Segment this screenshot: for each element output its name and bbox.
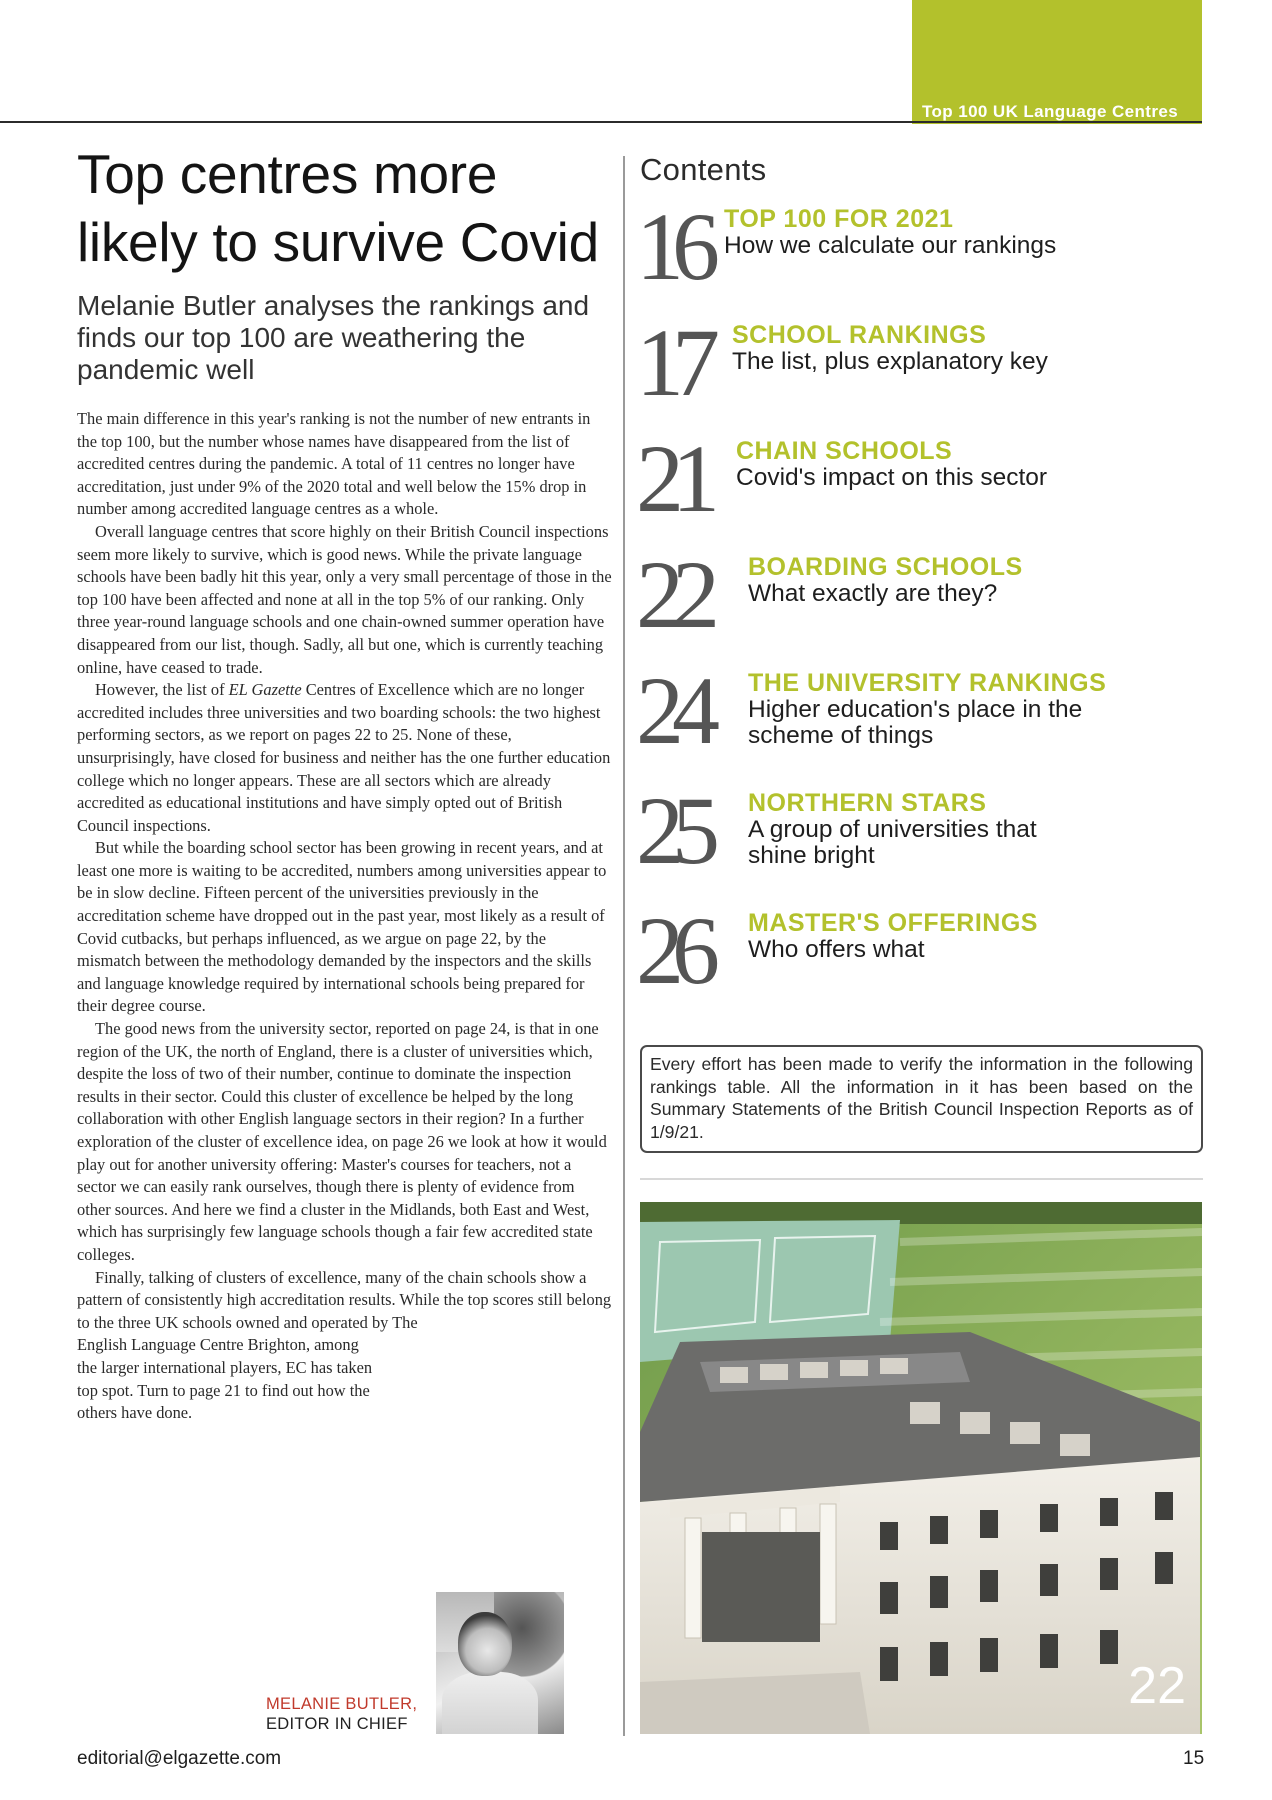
toc-description: scheme of things (748, 722, 934, 749)
toc-page-number: 26 (636, 897, 708, 1004)
article-body (77, 408, 612, 1425)
body-paragraph: But while the boarding school sector has been growing in recent years, and at least one more is waiting to be accredited, numbers among universities appear to be in slow decline. Fifteen percent of the universities previously in the accreditation scheme have dropped out in the past year, most likely as a result of Covid cutbacks, but perhaps influenced, as we argue on page 22, by the mismatch between the methodology demanded by the inspectors and the skills and language knowledge required by international schools being prepared for their degree course. (77, 838, 607, 1016)
toc-page-number: 17 (636, 309, 708, 416)
byline (266, 1694, 417, 1734)
disclaimer-box: Every effort has been made to verify the information in the following rankings table. All the information in it has been based on the Summary Statements of the British Council Inspection Reports as of 1/9/21. (640, 1045, 1203, 1153)
article (77, 140, 612, 1740)
toc-description: The list, plus explanatory key (732, 348, 1048, 375)
toc-title: TOP 100 FOR 2021 (724, 205, 954, 233)
paragraph-text: Centres of Excellence which are no longer accredited includes three universities and two boarding schools: the two highest performing sectors, as we report on pages 22 to 25. None of these, unsurprisingly, have closed for business and neither has the one further education college which no longer appears. These are all sectors which are already accredited as educational institutions and have simply opted out of British Council inspections. (77, 680, 611, 835)
publication-name: EL Gazette (228, 680, 302, 700)
paragraph-text: However, the list of (95, 680, 229, 700)
body-paragraph: The main difference in this year's ranking is not the number of new entrants in the top 100, but the number whose names have disappeared from the list of accredited centres during the pandemic. A total of 11 centres no longer have accreditation, just under 9% of the 2020 total and well below the 15% drop in number among accredited language centres as a whole. (77, 409, 591, 519)
toc-description: Higher education's place in the (748, 696, 1083, 723)
body-paragraph: English Language Centre Brighton, among the larger international players, EC has taken top spot. Turn to page 21 to find out how the others have done. (77, 1335, 373, 1423)
toc-description: shine bright (748, 842, 875, 869)
toc-page-number: 16 (636, 193, 708, 300)
author-role: EDITOR IN CHIEF (266, 1715, 408, 1733)
toc-page-number: 25 (636, 777, 708, 884)
body-paragraph: Overall language centres that score highly on their British Council inspections seem more likely to survive, which is good news. While the private language schools have been badly hit this year, only a very small percentage of those in the top 100 have been affected and none at all in the top 5% of our ranking. Only three year-round language schools and one chain-owned summer operation have disappeared from our list, though. Sadly, all but one, which is currently teaching online, have ceased to trade. (77, 521, 612, 677)
school-photo (640, 1202, 1202, 1734)
body-paragraph (77, 679, 612, 837)
toc-title: NORTHERN STARS (748, 789, 987, 817)
toc-title: THE UNIVERSITY RANKINGS (748, 669, 1107, 697)
toc-description: How we calculate our rankings (724, 232, 1057, 259)
column-divider (623, 156, 625, 1736)
contents-heading: Contents (640, 152, 767, 187)
toc-description: A group of universities that (748, 816, 1037, 843)
toc-title: CHAIN SCHOOLS (736, 437, 953, 465)
author-name: MELANIE BUTLER, (266, 1695, 418, 1713)
divider (640, 1178, 1203, 1180)
toc-title: SCHOOL RANKINGS (732, 321, 987, 349)
section-tab (912, 0, 1202, 124)
toc-description: Who offers what (748, 936, 925, 963)
headline: Top centres more likely to survive Covid (77, 143, 599, 273)
standfirst: Melanie Butler analyses the rankings and finds our top 100 are weathering the pandemic well (77, 290, 590, 385)
toc-title: BOARDING SCHOOLS (748, 553, 1023, 581)
toc-page-number: 22 (636, 541, 708, 648)
body-paragraph: Finally, talking of clusters of excellence, many of the chain schools show a pattern of consistently high accreditation results. While the top scores still belong to the three UK schools owned and operated by The (77, 1267, 612, 1332)
header-rule (0, 121, 1202, 123)
toc-title: MASTER'S OFFERINGS (748, 909, 1038, 937)
toc-description: What exactly are they? (748, 580, 998, 607)
section-label: Top 100 UK Language Centres (922, 102, 1179, 121)
toc-description: Covid's impact on this sector (736, 464, 1048, 491)
footer-email[interactable]: editorial@elgazette.com (77, 1748, 282, 1769)
page-number: 15 (1183, 1748, 1205, 1769)
toc-page-number: 21 (636, 425, 708, 532)
toc-page-number: 24 (636, 657, 708, 764)
author-photo (436, 1592, 564, 1734)
photo-page-reference: 22 (1128, 1657, 1186, 1715)
body-paragraph: The good news from the university sector, reported on page 24, is that in one region of the UK, the north of England, there is a cluster of universities which, despite the loss of two of their number, continue to dominate the inspection results in their sector. Could this cluster of excellence be helped by the long collaboration with other English language sectors in their region? In a further exploration of the cluster of excellence idea, on page 26 we look at how it would play out for another university offering: Master's courses for teachers, not a sector we can easily rank ourselves, though there is plenty of evidence from other sources. And here we find a cluster in the Midlands, both East and West, which has surprisingly few language schools though a fair few accredited state colleges. (77, 1019, 607, 1264)
